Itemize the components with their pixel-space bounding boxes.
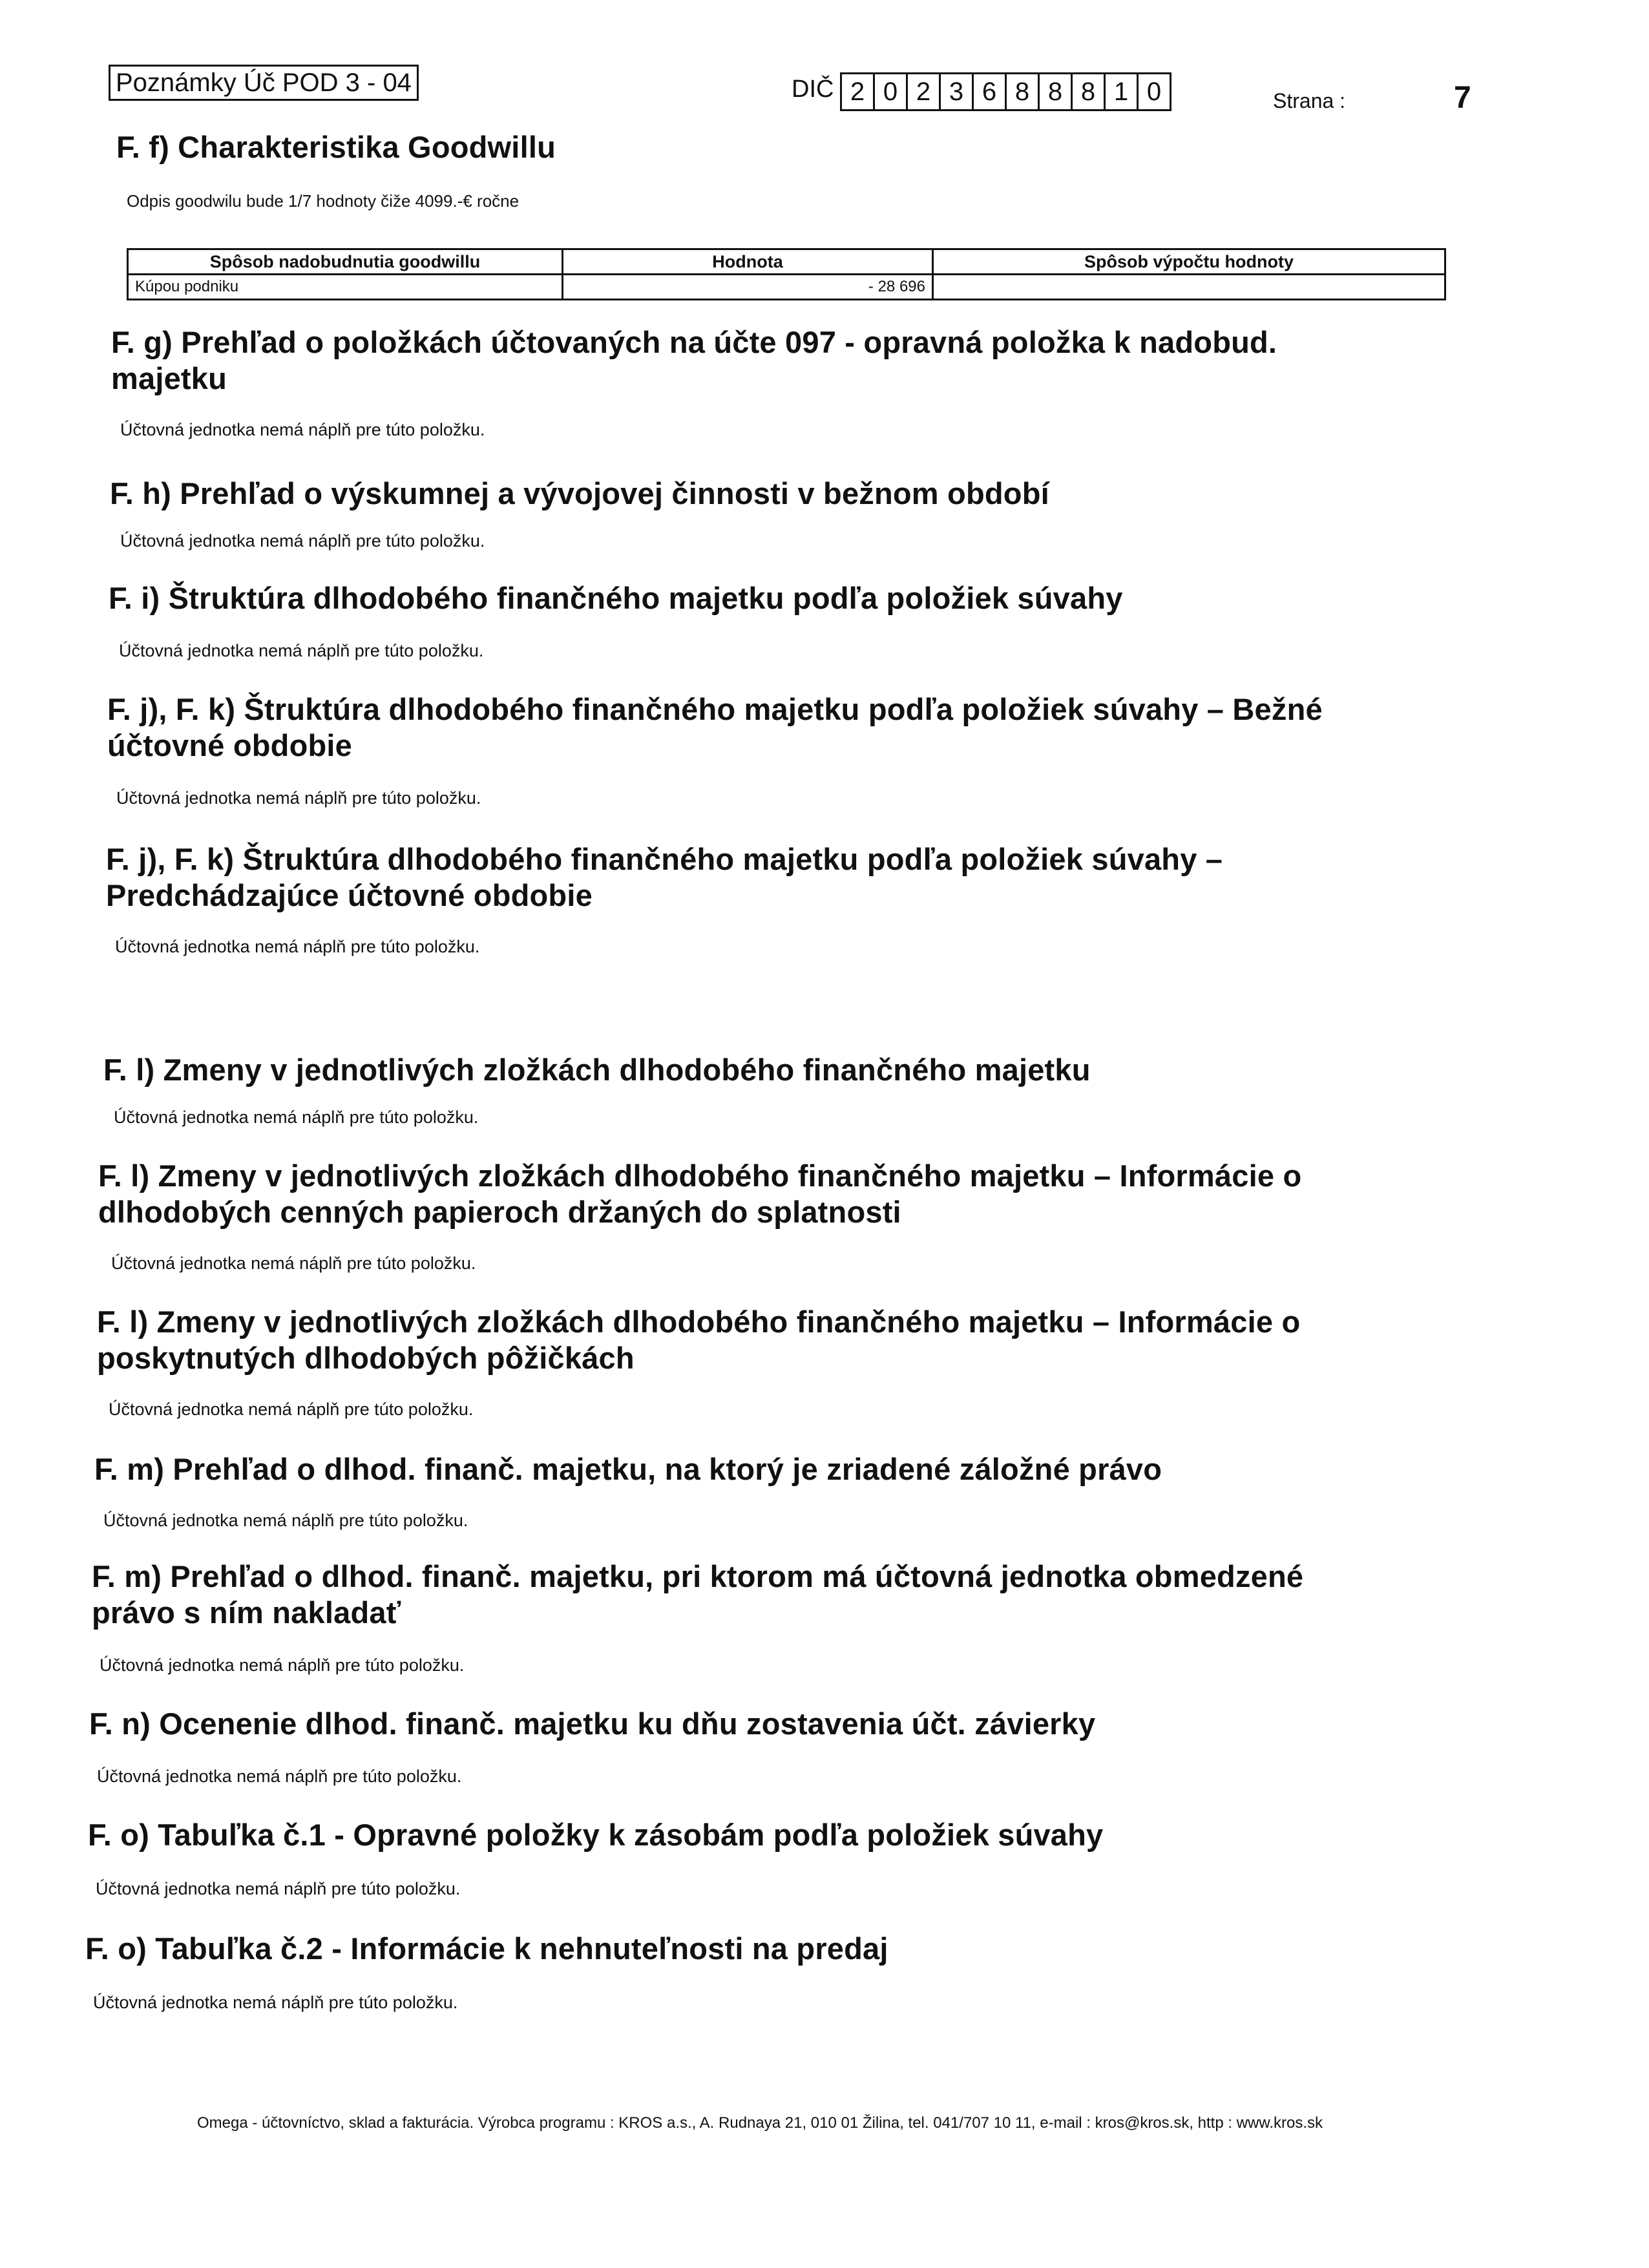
section-heading-l-loans (97, 1304, 1300, 1376)
dic-digit: 3 (939, 74, 972, 109)
goodwill-heading: F. f) Charakteristika Goodwillu (116, 130, 556, 164)
section-heading-n (89, 1706, 1095, 1742)
goodwill-table (127, 248, 1446, 300)
section-heading-h (110, 476, 1049, 512)
section-note-h: Účtovná jednotka nemá náplň pre túto položku. (120, 531, 485, 551)
dic-digit: 8 (1071, 74, 1104, 109)
dic-digit: 2 (850, 78, 865, 106)
dic-digit: 8 (1038, 74, 1071, 109)
heading-line: F. m) Prehľad o dlhod. finanč. majetku, pri ktorom má účtovná jednotka obmedzené (92, 1559, 1304, 1593)
section-note-o-table1: Účtovná jednotka nemá náplň pre túto položku. (96, 1879, 461, 1898)
heading-line: poskytnutých dlhodobých pôžičkách (97, 1341, 635, 1375)
section-note-o-table2: Účtovná jednotka nemá náplň pre túto položku. (93, 1993, 458, 2012)
dic-digit: 0 (1137, 74, 1170, 109)
section-note-l-loans: Účtovná jednotka nemá náplň pre túto položku. (109, 1400, 474, 1419)
form-code-box: Poznámky Úč POD 3 - 04 (109, 65, 419, 101)
dic-digit: 2 (906, 74, 939, 109)
section-heading-l-securities (98, 1158, 1301, 1230)
heading-line: F. h) Prehľad o výskumnej a vývojovej činnosti v bežnom období (110, 476, 1049, 510)
heading-line: dlhodobých cenných papieroch držaných do splatnosti (98, 1195, 901, 1229)
heading-line: F. l) Zmeny v jednotlivých zložkách dlhodobého finančného majetku (103, 1053, 1091, 1087)
section-note-i: Účtovná jednotka nemá náplň pre túto položku. (119, 641, 484, 660)
heading-line: Predchádzajúce účtovné obdobie (106, 878, 593, 912)
section-heading-i (109, 580, 1123, 616)
table-header-cell: Spôsob nadobudnutia goodwillu (128, 249, 563, 275)
section-heading-jk-current (107, 691, 1323, 764)
goodwill-note: Odpis goodwilu bude 1/7 hodnoty čiže 4099.-€ ročne (127, 191, 520, 211)
heading-line: F. n) Ocenenie dlhod. finanč. majetku ku dňu zostavenia účt. závierky (89, 1706, 1096, 1741)
section-note-jk-previous: Účtovná jednotka nemá náplň pre túto položku. (115, 937, 480, 956)
heading-line: F. j), F. k) Štruktúra dlhodobého finančného majetku podľa položiek súvahy – (106, 842, 1223, 876)
section-note-jk-current: Účtovná jednotka nemá náplň pre túto položku. (116, 788, 481, 808)
heading-line: F. o) Tabuľka č.2 - Informácie k nehnuteľnosti na predaj (85, 1931, 888, 1966)
section-heading-jk-previous (106, 841, 1223, 914)
heading-line: právo s ním nakladať (92, 1595, 401, 1630)
section-heading-l (103, 1052, 1091, 1088)
section-note-g: Účtovná jednotka nemá náplň pre túto položku. (120, 420, 485, 439)
dic-digit: 6 (972, 74, 1005, 109)
table-cell: Kúpou podniku (128, 275, 563, 300)
heading-line: F. g) Prehľad o položkách účtovaných na účte 097 - opravná položka k nadobud. (111, 325, 1277, 359)
heading-line: F. l) Zmeny v jednotlivých zložkách dlhodobého finančného majetku – Informácie o (98, 1159, 1302, 1193)
table-cell (933, 275, 1445, 300)
heading-line: účtovné obdobie (107, 728, 352, 762)
heading-line: F. o) Tabuľka č.1 - Opravné položky k zásobám podľa položiek súvahy (88, 1818, 1104, 1852)
heading-line: F. i) Štruktúra dlhodobého finančného majetku podľa položiek súvahy (109, 581, 1123, 615)
section-heading-m-lien (94, 1451, 1162, 1487)
page-label: Strana : (1273, 89, 1346, 112)
section-note-m-restricted: Účtovná jednotka nemá náplň pre túto položku. (100, 1655, 465, 1675)
section-note-n: Účtovná jednotka nemá náplň pre túto položku. (97, 1767, 462, 1786)
dic-digit: 8 (1005, 74, 1038, 109)
dic-digit-boxes (840, 72, 1171, 111)
table-header-cell: Hodnota (563, 249, 933, 275)
section-note-l-securities: Účtovná jednotka nemá náplň pre túto položku. (111, 1254, 476, 1273)
heading-line: majetku (111, 361, 227, 395)
table-header-cell: Spôsob výpočtu hodnoty (933, 249, 1445, 275)
table-header-row (128, 249, 1445, 275)
dic-label: DIČ (792, 76, 834, 103)
table-row (128, 275, 1445, 300)
section-heading-o-table2 (85, 1931, 888, 1967)
footer-text: Omega - účtovníctvo, sklad a fakturácia. Výrobca programu : KROS a.s., A. Rudnaya 21, 010 01 Žilina, tel. 041/707 10 11, e-mail : kros@kros.sk, http : www.kros.sk (197, 2114, 1323, 2132)
section-note-l: Účtovná jednotka nemá náplň pre túto položku. (114, 1108, 479, 1127)
heading-line: F. j), F. k) Štruktúra dlhodobého finančného majetku podľa položiek súvahy – Bežné (107, 692, 1323, 726)
section-heading-m-restricted (92, 1559, 1303, 1631)
heading-line: F. l) Zmeny v jednotlivých zložkách dlhodobého finančného majetku – Informácie o (97, 1305, 1301, 1339)
section-heading-o-table1 (88, 1817, 1103, 1853)
page-number: 7 (1454, 81, 1471, 115)
dic-digit: 0 (873, 74, 906, 109)
heading-line: F. m) Prehľad o dlhod. finanč. majetku, na ktorý je zriadené záložné právo (94, 1452, 1162, 1486)
dic-digit: 1 (1104, 74, 1137, 109)
section-note-m-lien: Účtovná jednotka nemá náplň pre túto položku. (103, 1511, 468, 1530)
table-cell: - 28 696 (563, 275, 933, 300)
section-heading-g (111, 324, 1277, 397)
